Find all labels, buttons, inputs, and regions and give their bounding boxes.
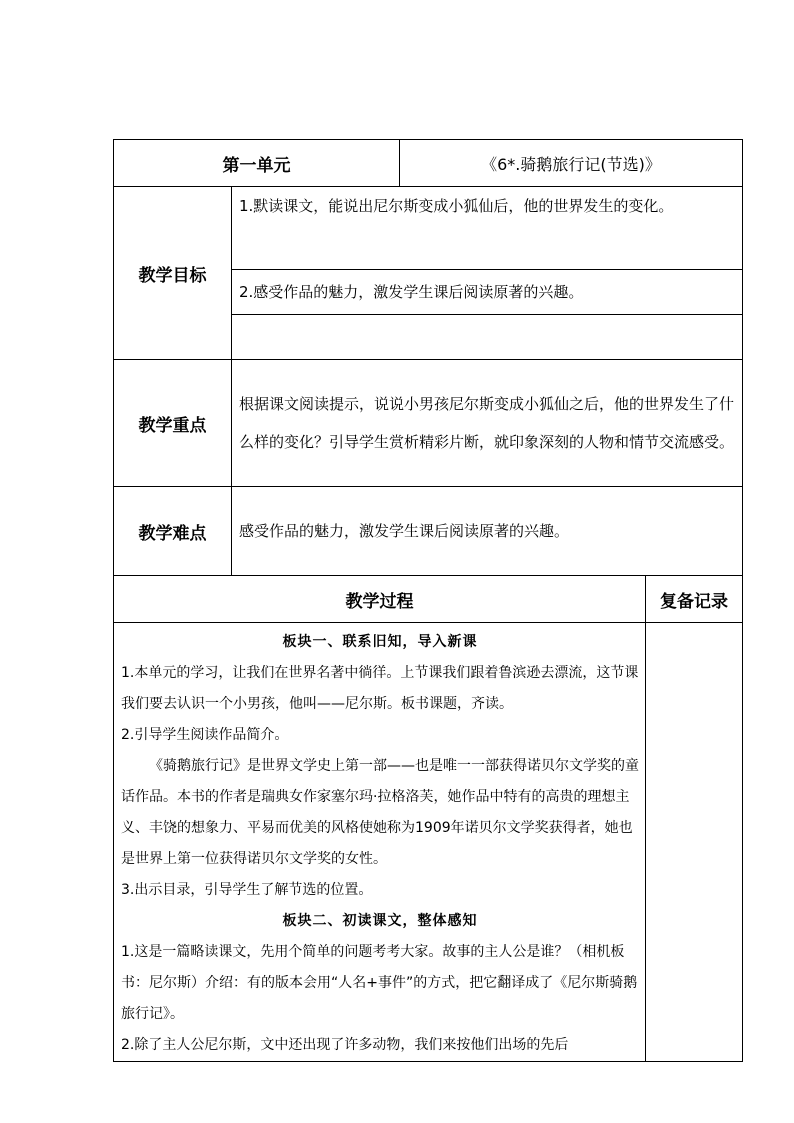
unit-title: 第一单元 bbox=[114, 140, 400, 187]
goal-item-2: 2.感受作品的魅力，激发学生课后阅读原著的兴趣。 bbox=[232, 270, 742, 315]
review-record-label: 复备记录 bbox=[646, 576, 743, 623]
process-body-row bbox=[114, 623, 743, 1062]
key-points-row bbox=[114, 360, 743, 487]
goal-item-3 bbox=[232, 315, 742, 359]
process-content bbox=[114, 623, 646, 1062]
process-header-row bbox=[114, 576, 743, 623]
goals-label: 教学目标 bbox=[114, 187, 232, 360]
difficulties-text: 感受作品的魅力，激发学生课后阅读原著的兴趣。 bbox=[232, 487, 743, 576]
difficulties-label: 教学难点 bbox=[114, 487, 232, 576]
paragraph: 2.引导学生阅读作品简介。 bbox=[121, 727, 289, 743]
review-record-cell bbox=[646, 623, 743, 1062]
header-row bbox=[114, 140, 743, 187]
paragraph: 2.除了主人公尼尔斯，文中还出现了许多动物，我们来按他们出场的先后 bbox=[121, 1037, 569, 1053]
paragraph: 《骑鹅旅行记》是世界文学史上第一部——也是唯一一部获得诺贝尔文学奖的童话作品。本书的作者是瑞典女作家塞尔玛·拉格洛芙，她作品中特有的高贵的理想主义、丰饶的想象力、平易而优美的风格使她称为1909年诺贝尔文学奖获得者，她也是世界上第一位获得诺贝尔文学奖的女性。 bbox=[121, 758, 639, 867]
difficulties-row bbox=[114, 487, 743, 576]
goals-row bbox=[114, 187, 743, 360]
paragraph: 1.本单元的学习，让我们在世界名著中徜徉。上节课我们跟着鲁滨逊去漂流，这节课我们要去认识一个小男孩，他叫——尼尔斯。板书课题，齐读。 bbox=[121, 665, 639, 712]
process-title: 教学过程 bbox=[114, 576, 646, 623]
section-heading-1: 板块一、联系旧知，导入新课 bbox=[282, 634, 478, 650]
lesson-plan-table bbox=[113, 139, 743, 1062]
key-points-text: 根据课文阅读提示，说说小男孩尼尔斯变成小狐仙之后，他的世界发生了什么样的变化？引导学生赏析精彩片断，就印象深刻的人物和情节交流感受。 bbox=[232, 360, 743, 487]
paragraph: 3.出示目录，引导学生了解节选的位置。 bbox=[121, 882, 373, 898]
paragraph: 1.这是一篇略读课文，先用个简单的问题考考大家。故事的主人公是谁？（相机板书：尼尔斯）介绍：有的版本会用“人名+事件”的方式，把它翻译成了《尼尔斯骑鹅旅行记》。 bbox=[121, 944, 638, 1022]
key-points-label: 教学重点 bbox=[114, 360, 232, 487]
goal-item-1: 1.默读课文，能说出尼尔斯变成小狐仙后，他的世界发生的变化。 bbox=[232, 187, 742, 270]
section-heading-2: 板块二、初读课文，整体感知 bbox=[282, 913, 478, 929]
goals-cell bbox=[232, 187, 743, 360]
lesson-title: 《6*.骑鹅旅行记(节选)》 bbox=[400, 140, 743, 187]
